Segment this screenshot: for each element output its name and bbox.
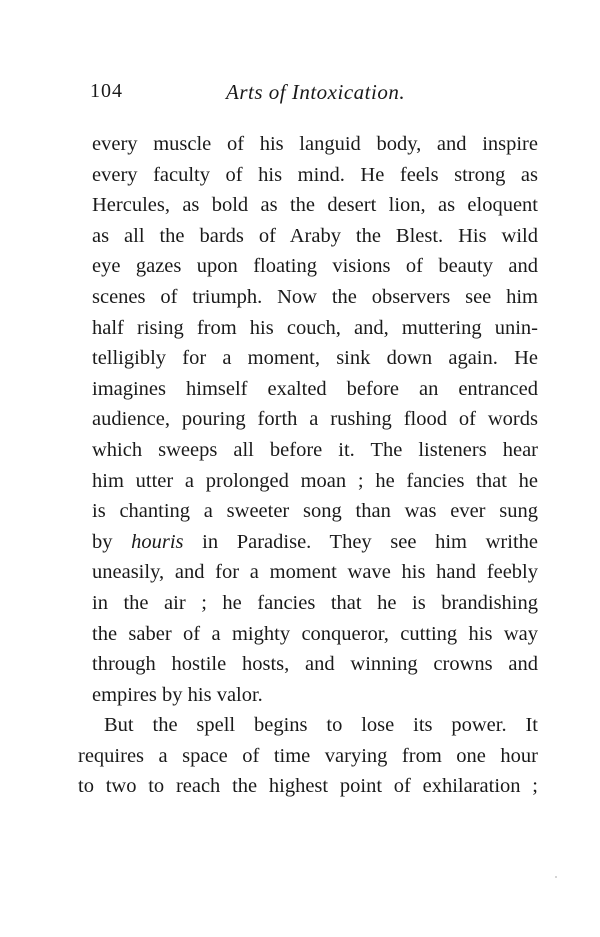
paper-speck	[555, 876, 557, 878]
text-line: imagines himself exalted before an entranced	[92, 377, 538, 400]
text-line: every muscle of his languid body, and inspire	[92, 133, 538, 155]
text-line: eye gazes upon floating visions of beauty and	[92, 255, 538, 278]
text-line: Hercules, as bold as the desert lion, as eloquent	[92, 194, 538, 217]
paragraph-end-line: empires by his valor.	[92, 683, 263, 706]
text-run: in Paradise. They see him writhe	[183, 530, 538, 553]
text-line: requires a space of time varying from one hour	[78, 744, 538, 767]
page-number: 104	[90, 80, 123, 102]
text-line: through hostile hosts, and winning crowns and	[92, 653, 538, 676]
running-title: Arts of Intoxication.	[226, 80, 406, 104]
text-run: by	[92, 530, 132, 553]
italic-word: houris	[131, 530, 184, 553]
body-text	[78, 129, 538, 802]
text-line: the saber of a mighty conqueror, cutting his way	[92, 622, 538, 645]
text-line: which sweeps all before it. The listeners hear	[92, 438, 538, 461]
text-line: in the air ; he fancies that he is brandishing	[92, 591, 538, 614]
running-head	[90, 80, 530, 110]
text-line: half rising from his couch, and, muttering unin-	[92, 316, 538, 339]
text-line: to two to reach the highest point of exhilaration ;	[78, 775, 538, 798]
text-line: audience, pouring forth a rushing flood of words	[92, 408, 538, 431]
text-line-with-italic	[78, 527, 538, 558]
paragraph-start-line: But the spell begins to lose its power. It	[104, 714, 538, 737]
text-line: him utter a prolonged moan ; he fancies that he	[92, 469, 538, 492]
text-line: telligibly for a moment, sink down again. He	[92, 347, 538, 370]
text-line: every faculty of his mind. He feels strong as	[92, 163, 538, 186]
text-line: scenes of triumph. Now the observers see him	[92, 285, 538, 308]
text-line: as all the bards of Araby the Blest. His wild	[92, 224, 538, 247]
text-line: is chanting a sweeter song than was ever sung	[92, 500, 538, 523]
text-line: uneasily, and for a moment wave his hand feebly	[92, 561, 538, 584]
